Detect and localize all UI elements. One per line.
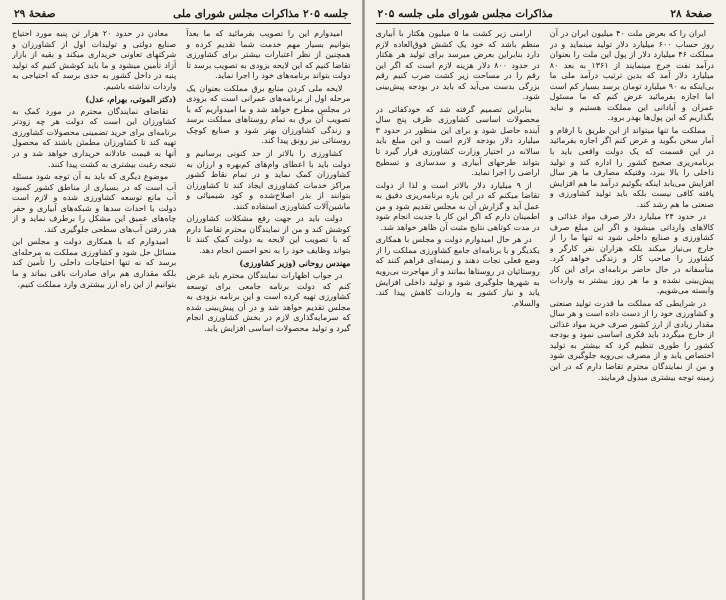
left-page-column-left bbox=[12, 28, 176, 594]
right-page-number: صفحهٔ ۲۸ bbox=[670, 8, 712, 20]
paragraph: در جواب اظهارات نمایندگان محترم باید عرض کنم که دولت برنامه جامعی برای توسعه کشاورزی تهیه کرده است و این برنامه بزودی به مجلس تقدیم خواهد شد و در آن پیش‌بینی شده که سرمایه‌گذاری لازم در بخش کشاورزی انجام گیرد و تولید محصولات اساسی افزایش یابد. bbox=[186, 270, 351, 333]
paragraph: امیدوارم که با همکاری دولت و مجلس این مسائل حل شود و کشاورزی مملکت به مرحله‌ای برسد که نه تنها احتیاجات داخلی را تأمین کند بلکه مقداری هم برای صادرات باقی بماند و ما بتوانیم از این راه ارز بیشتری وارد مملکت کنیم. bbox=[12, 236, 177, 289]
paragraph: موضوع دیگری که باید به آن توجه شود مسئله آب است که در بسیاری از مناطق کشور کمبود آب مانع توسعه کشاورزی شده و لازم است دولت با احداث سدها و شبکه‌های آبیاری و حفر چاه‌های عمیق این مشکل را برطرف نماید و از هدر رفتن آب‌های سطحی جلوگیری کند. bbox=[12, 171, 177, 234]
paragraph: ایران را که بعرض ملت ۴۰ میلیون ایران در آن روز حساب ۶۰۰ میلیارد دلار تولید مینماید و در مملکت ۴۶ میلیارد دلار از پول این ملت را بعنوان درآمد نفت خرج مینمایند از ۱۳۶۱ به بعد ۸۰ میلیارد دلار آمد که بدین ترتیب درآمد ملی ما بی‌اینکه به ۹۰ میلیارد تومان برسد بسیار کم است اما اجازه بفرمائید عرض کنم که ما مسئول عمران و آبادانی این مملکت هستیم و نباید بگذاریم که این پول‌ها بهدر برود. bbox=[549, 28, 714, 123]
left-page-header-rule bbox=[12, 23, 351, 24]
paragraph: در شرایطی که مملکت ما قدرت تولید صنعتی و کشاورزی خود را از دست داده است و هر سال مقدار زیادی از ارز کشور صرف خرید مواد غذائی از خارج میگردد باید فکری اساسی نمود و بودجه کشور را طوری تنظیم کرد که بیشتر به تولید اختصاص یابد و از مصرف بی‌رویه جلوگیری شود و من از نمایندگان محترم تقاضا دارم که در این زمینه توجه بیشتری مبذول فرمایند. bbox=[549, 297, 714, 382]
left-page-header bbox=[12, 8, 351, 23]
paragraph: در حدود ۲۴ میلیارد دلار صرف مواد غذائی و کالاهای وارداتی میشود و اگر این مبلغ صرف کشاورزی و صنایع داخلی شود نه تنها ما را از خارج بی‌نیاز میکند بلکه هزاران نفر کارگر و کشاورز را صاحب کار و زندگی خواهد کرد. متأسفانه در حال حاضر برنامه‌ای برای این کار پیش‌بینی نشده و ما هر روز بیشتر به واردات وابسته می‌شویم. bbox=[549, 211, 714, 296]
right-page-title: مذاکرات مجلس شورای ملی جلسه ۲۰۵ bbox=[377, 8, 553, 20]
paragraph: بنابراین تصمیم گرفته شد که خودکفائی در محصولات اساسی کشاورزی ظرف پنج سال آینده حاصل شود و برای این منظور در حدود ۳ میلیارد دلار بودجه لازم است و این مبلغ باید سالانه در اختیار وزارت کشاورزی قرار گیرد تا بتواند طرحهای آبیاری و سدسازی و تسطیح اراضی را اجرا نماید. bbox=[375, 103, 540, 178]
right-page-header bbox=[376, 8, 715, 23]
book-gutter bbox=[362, 0, 365, 600]
speaker-heading: مهندس روحانی (وزیر کشاورزی) bbox=[239, 258, 351, 269]
paragraph: تقاضای نمایندگان محترم در مورد کمک به کشاورزان این است که دولت هر چه زودتر برنامه‌ای برای خرید تضمینی محصولات کشاورزی تهیه کند تا کشاورزان مطمئن باشند که محصول آنها به قیمت عادلانه خریداری خواهد شد و در نتیجه رغبت بیشتری به کشت پیدا کنند. bbox=[12, 105, 177, 169]
paragraph: کشاورزی را بالاتر از حد کنونی برسانیم و دولت باید با اعطای وام‌های کم‌بهره و ارزان به کشاورزان کمک نماید و در تمام نقاط کشور مراکز خدمات کشاورزی ایجاد کند تا کشاورزان بتوانند از بذر اصلاح‌شده و کود شیمیائی و ماشین‌آلات کشاورزی استفاده کنند. bbox=[186, 148, 351, 211]
paragraph: از ۹ میلیارد دلار بالاتر است و لذا از دولت تقاضا میکنم که در این باره برنامه‌ریزی دقیق به عمل آید و گزارش آن به مجلس تقدیم شود و من اطمینان دارم که اگر این کار با جدیت انجام شود در مدت کوتاهی نتایج مثبت آن ظاهر خواهد شد. bbox=[375, 179, 540, 232]
right-page-columns bbox=[376, 28, 715, 594]
left-page-number: صفحهٔ ۲۹ bbox=[14, 8, 56, 20]
paragraph: دولت باید در جهت رفع مشکلات کشاورزان کوشش کند و من از نمایندگان محترم تقاضا دارم که با تصویب این لایحه به دولت کمک کنند تا بتواند وظایف خود را به نحو احسن انجام دهد. bbox=[186, 213, 351, 255]
left-page-columns bbox=[12, 28, 351, 594]
right-page-column-right bbox=[550, 28, 714, 594]
paragraph: امیدوارم این را تصویب بفرمائید که ما بعداً بتوانیم بسیار مهم خدمت شما تقدیم کرده و همچنین از نظر اعتبارات بیشتر برای کشاورزی تقاضا کنیم که این لایحه بزودی به تصویب برسد تا دولت بتواند برنامه‌های خود را اجرا نماید. bbox=[186, 28, 351, 81]
right-page bbox=[364, 0, 726, 600]
paragraph: ارامنی زیر کشت ما ۵ میلیون هکتار با آبیاری منظم باشد که خود یک کشش فوق‌العاده لازم دارد بنابراین بعرض میرسد برای تولید هر هکتار در حدود ۸۰۰ دلار هزینه لازم است که اگر این رقم را در مساحت زیر کشت ضرب کنیم رقم بزرگی بدست می‌آید که باید در بودجه پیش‌بینی شود. bbox=[375, 28, 540, 102]
paragraph: لایحه ملی کردن منابع برق مملکت بعنوان یک مرحله اول از برنامه‌های عمرانی است که بزودی در مجلس مطرح خواهد شد و ما امیدواریم که با تصویب آن برق به تمام روستاهای مملکت برسد و زندگی کشاورزان بهتر شود و صنایع کوچک روستائی نیز رونق پیدا کند. bbox=[186, 82, 351, 146]
right-page-header-rule bbox=[376, 23, 715, 24]
paragraph: در هر حال امیدوارم دولت و مجلس با همکاری یکدیگر و با برنامه‌ای جامع کشاورزی مملکت را از وضع فعلی نجات دهند و زمینه‌ای فراهم کنند که روستائیان در روستاها بمانند و از مهاجرت بی‌رویه به شهرها جلوگیری شود و تولید داخلی افزایش یابد و نیاز کشور به واردات کاهش پیدا کند. والسلام. bbox=[375, 234, 540, 308]
paragraph: مملکت ما تنها میتواند از این طریق با ارقام و آمار سخن بگوید و عرض کنم اگر اجازه بفرمائید در این قسمت که یک دولت واقعی باید با برنامه‌ریزی صحیح کشور را اداره کند و تولید داخلی را بالا ببرد، وقتیکه مصارف ما هر سال افزایش می‌یابد اینکه بگوئیم درآمد ما هم افزایش یافته کافی نیست بلکه باید تولید کشاورزی و صنعتی ما هم رشد کند. bbox=[549, 124, 714, 209]
left-page-title: جلسه ۲۰۵ مذاکرات مجلس شورای ملی bbox=[173, 8, 349, 20]
paragraph: معادن در حدود ۲۰ هزار تن پنبه مورد احتیاج صنایع دولتی و تولیدات اول از کشاورزان و شرکتهای تعاونی خریداری میکند و بقیه از بازار آزاد تأمین میشود و ما باید کوشش کنیم که تولید پنبه در داخل کشور به حدی برسد که احتیاجی به واردات نداشته باشیم. bbox=[12, 28, 177, 91]
left-page-column-right bbox=[186, 28, 350, 594]
speaker-heading: (دکتر الموتی، بهرام، عدل) bbox=[85, 94, 177, 105]
right-page-column-left bbox=[376, 28, 540, 594]
